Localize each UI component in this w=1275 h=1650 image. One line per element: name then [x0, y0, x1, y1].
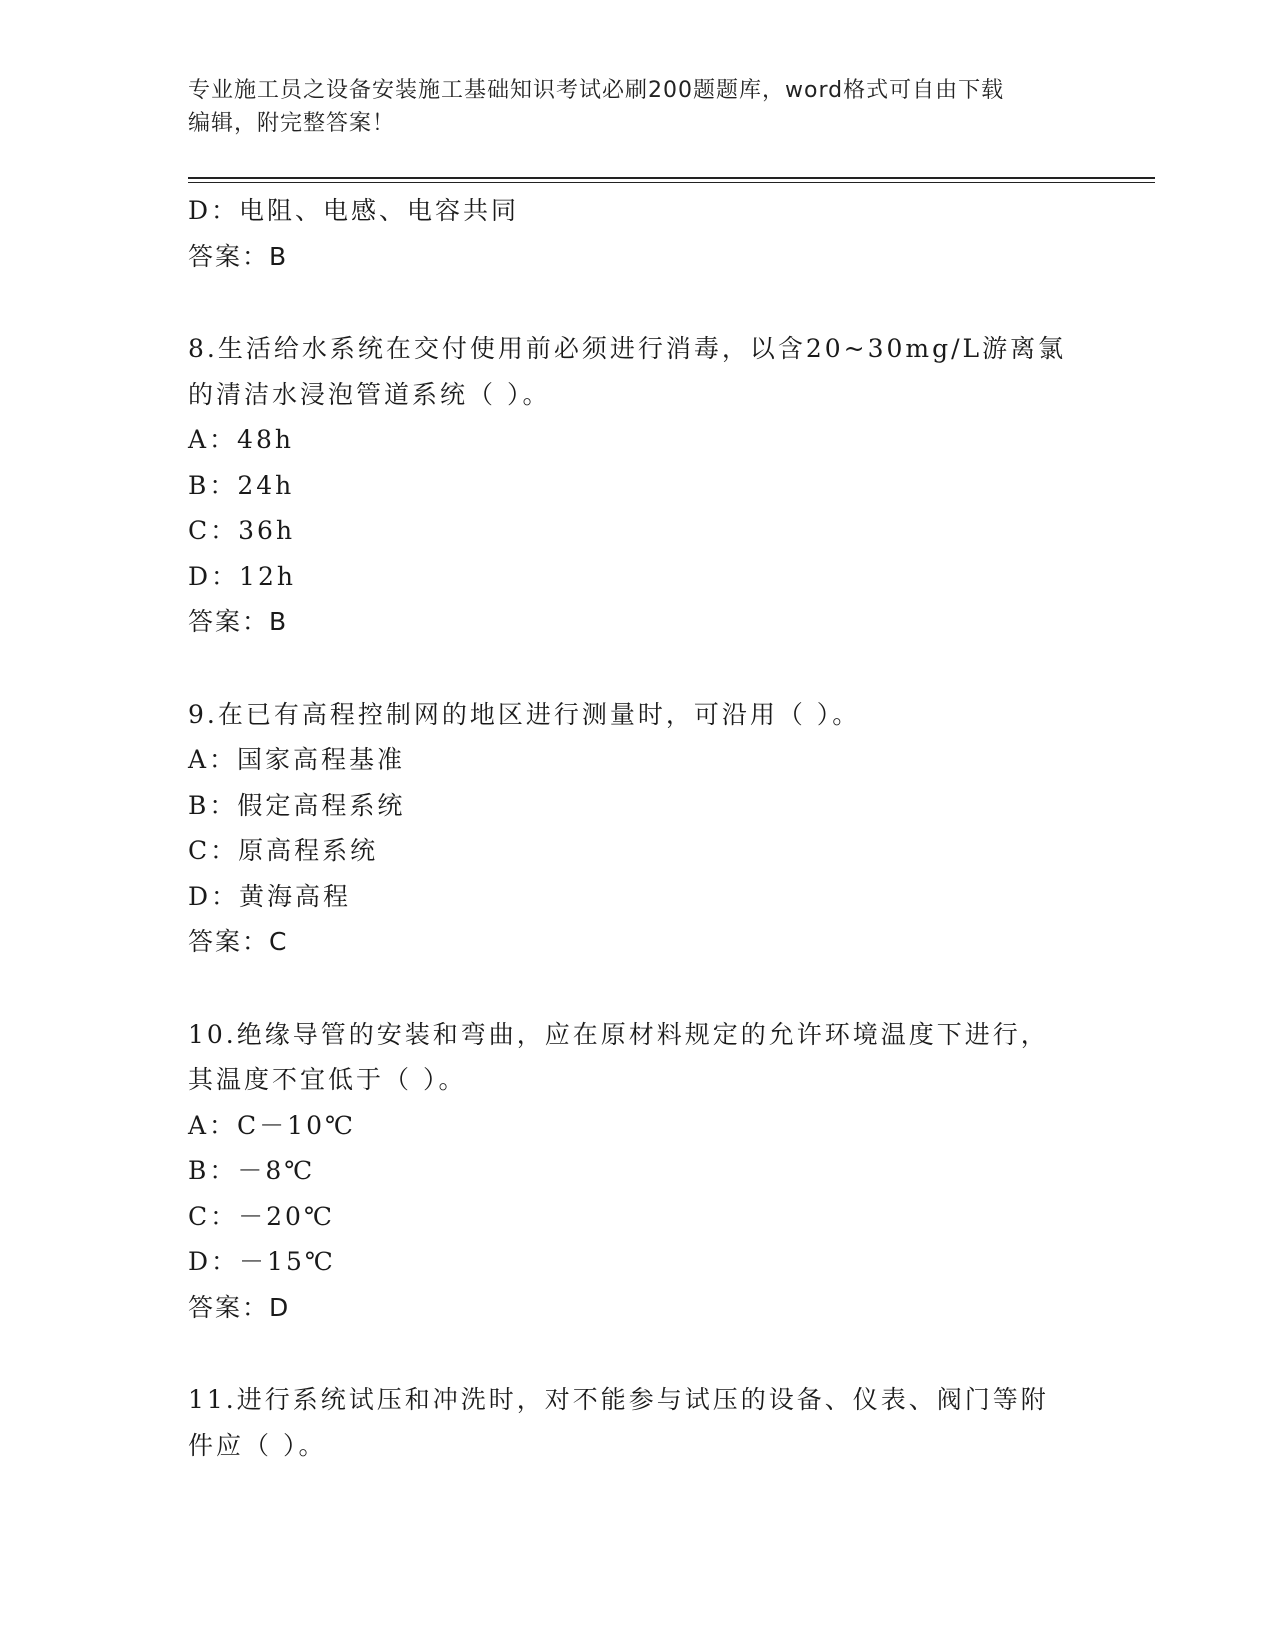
- header-divider-thick: [188, 177, 1155, 179]
- spacer: [188, 1330, 1088, 1377]
- document-header: [188, 74, 1068, 140]
- spacer: [188, 279, 1088, 326]
- question-11: [188, 1377, 1088, 1468]
- question-text: 8.生活给水系统在交付使用前必须进行消毒，以含20~30mg/L游离氯: [188, 334, 1067, 363]
- question-9: [188, 692, 1088, 965]
- answer-line: 答案：D: [188, 1292, 291, 1322]
- question-text: 其温度不宜低于（ ）。: [188, 1065, 467, 1094]
- option-a: A：国家高程基准: [188, 745, 406, 774]
- option-b: B：24h: [188, 470, 295, 500]
- question-text: 10.绝缘导管的安装和弯曲，应在原材料规定的允许环境温度下进行，: [188, 1019, 1049, 1049]
- question-10: [188, 1012, 1088, 1331]
- option-d: D：－15℃: [188, 1247, 336, 1276]
- option-b: B：－8℃: [188, 1156, 316, 1185]
- answer-line: 答案：B: [188, 241, 289, 271]
- header-line-1: 专业施工员之设备安装施工基础知识考试必刷200题题库，word格式可自由下载: [188, 78, 1005, 103]
- question-text: 11.进行系统试压和冲洗时，对不能参与试压的设备、仪表、阀门等附: [188, 1385, 1049, 1414]
- question-text: 的清洁水浸泡管道系统（ ）。: [188, 379, 551, 409]
- question-text: 9.在已有高程控制网的地区进行测量时，可沿用（ ）。: [188, 699, 861, 729]
- header-line-2: 编辑，附完整答案！: [188, 111, 396, 136]
- option-c: C：原高程系统: [188, 836, 379, 865]
- answer-line: 答案：C: [188, 927, 289, 956]
- option-d: D：12h: [188, 561, 296, 591]
- option-c: C：36h: [188, 516, 296, 545]
- question-list: [188, 188, 1088, 1468]
- question-text: 件应（ ）。: [188, 1430, 327, 1460]
- question-7-tail: [188, 188, 1088, 279]
- option-c: C：－20℃: [188, 1201, 335, 1231]
- option-a: A：48h: [188, 425, 294, 454]
- option-d: D：电阻、电感、电容共同: [188, 196, 520, 225]
- option-a: A：C－10℃: [188, 1110, 356, 1140]
- spacer: [188, 645, 1088, 692]
- spacer: [188, 965, 1088, 1012]
- question-8: [188, 326, 1088, 645]
- answer-line: 答案：B: [188, 607, 289, 636]
- header-divider-thin: [188, 182, 1155, 183]
- option-d: D：黄海高程: [188, 881, 352, 911]
- option-b: B：假定高程系统: [188, 790, 406, 820]
